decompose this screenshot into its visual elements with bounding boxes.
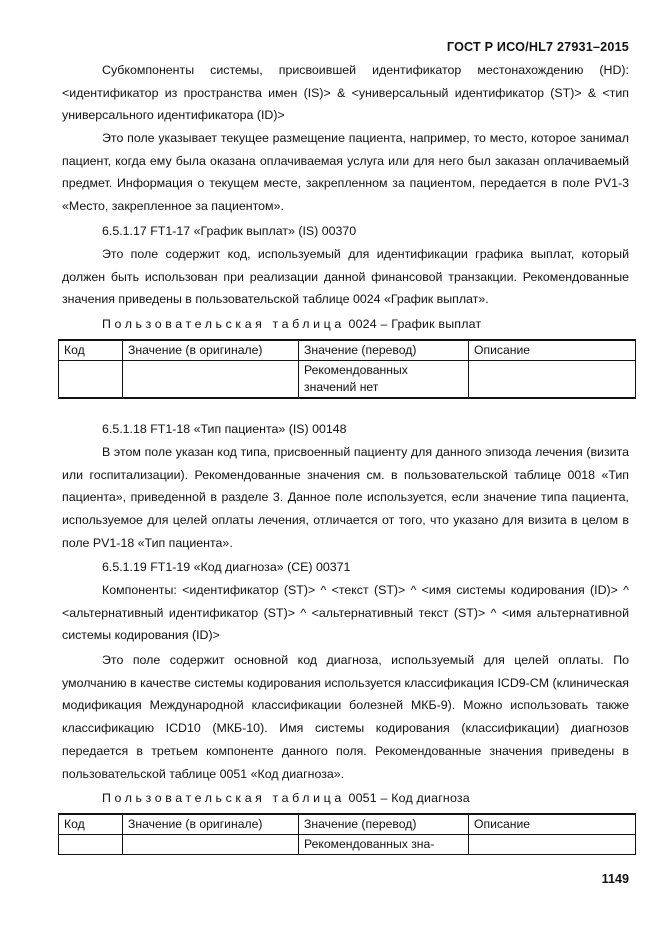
column-header-translated-value: Значение (перевод): [299, 340, 469, 361]
paragraph-diagnosis-code: Это поле содержит основной код диагноза, используемый для целей оплаты. По умолчанию в качестве системы кодирования используется классификация ICD9-CM (клиническая модификация Международной классификации болезней МКБ-9). Можно использовать также классификацию ICD10 (МКБ-10). Имя системы кодирования (классификации) диагнозов передается в третьем компоненте данного поля. Рекомендованные значения приведены в пользовательской таблице 0051 «Код диагноза».: [62, 653, 629, 781]
table-cell: [59, 835, 123, 855]
table-caption-label: Пользовательская таблица: [102, 317, 345, 331]
table-caption-label: Пользовательская таблица: [102, 791, 345, 805]
paragraph-payment-schedule: Это поле содержит код, используемый для идентификации графика выплат, который должен быть использован при реализации данной финансовой транзакции. Рекомендованные значения приведены в пользовательской таблице 0024 «График выплат».: [62, 247, 629, 307]
table-cell: Рекомендованных зна-: [299, 835, 469, 855]
column-header-original-value: Значение (в оригинале): [123, 814, 299, 835]
table-header-row: [59, 814, 636, 835]
table-cell: [469, 835, 636, 855]
column-header-code: Код: [59, 814, 123, 835]
page-number: 1149: [601, 872, 629, 886]
table-caption-0024: [102, 314, 481, 334]
table-cell: [469, 361, 636, 399]
table-row: [59, 361, 636, 399]
user-table-0051: [58, 813, 636, 855]
paragraph-components: Компоненты: <идентификатор (ST)> ^ <текст (ST)> ^ <имя системы кодирования (ID)> ^ <альтернативный идентификатор (ST)> ^ <альтернативный текст (ST)> ^ <имя альтернативной системы кодирования (ID)>: [62, 583, 629, 643]
table-caption-0051: [102, 788, 470, 808]
section-heading-ft1-17: 6.5.1.17 FT1-17 «График выплат» (IS) 00370: [102, 224, 357, 238]
column-header-code: Код: [59, 340, 123, 361]
table-caption-title: 0051 – Код диагноза: [348, 791, 470, 805]
column-header-description: Описание: [469, 340, 636, 361]
standard-header: ГОСТ Р ИСО/HL7 27931–2015: [446, 40, 629, 54]
user-table-0024: [58, 339, 636, 399]
paragraph-subcomponents: Субкомпоненты системы, присвоившей идентификатор местонахождению (HD): <идентификатор из пространства имен (IS)> & <универсальный идентификатор (ST)> & <тип универсального идентификатора (ID)>: [62, 63, 629, 123]
paragraph-current-location: Это поле указывает текущее размещение пациента, например, то место, которое занимал пациент, когда ему была оказана оплачиваемая услуга или для него был заказан оплачиваемый предмет. Информация о текущем месте, закрепленном за пациентом, передается в поле PV1-3 «Место, закрепленное за пациентом».: [62, 131, 629, 214]
table-cell: [123, 361, 299, 399]
column-header-description: Описание: [469, 814, 636, 835]
table-row: [59, 835, 636, 855]
table-cell: [59, 361, 123, 399]
section-heading-ft1-19: 6.5.1.19 FT1-19 «Код диагноза» (CE) 00371: [102, 560, 351, 574]
paragraph-patient-type: В этом поле указан код типа, присвоенный пациенту для данного эпизода лечения (визита или госпитализации). Рекомендованные значения см. в пользовательской таблице 0018 «Тип пациента», приведенной в разделе 3. Данное поле используется, если значение типа пациента, используемое для целей оплаты лечения, отличается от того, что указано для визита в целом в поле PV1-18 «Тип пациента».: [62, 445, 629, 550]
column-header-translated-value: Значение (перевод): [299, 814, 469, 835]
table-cell: [123, 835, 299, 855]
column-header-original-value: Значение (в оригинале): [123, 340, 299, 361]
table-cell: Рекомендованных значений нет: [299, 361, 469, 399]
table-caption-title: 0024 – График выплат: [348, 317, 482, 331]
section-heading-ft1-18: 6.5.1.18 FT1-18 «Тип пациента» (IS) 00148: [102, 422, 347, 436]
table-header-row: [59, 340, 636, 361]
